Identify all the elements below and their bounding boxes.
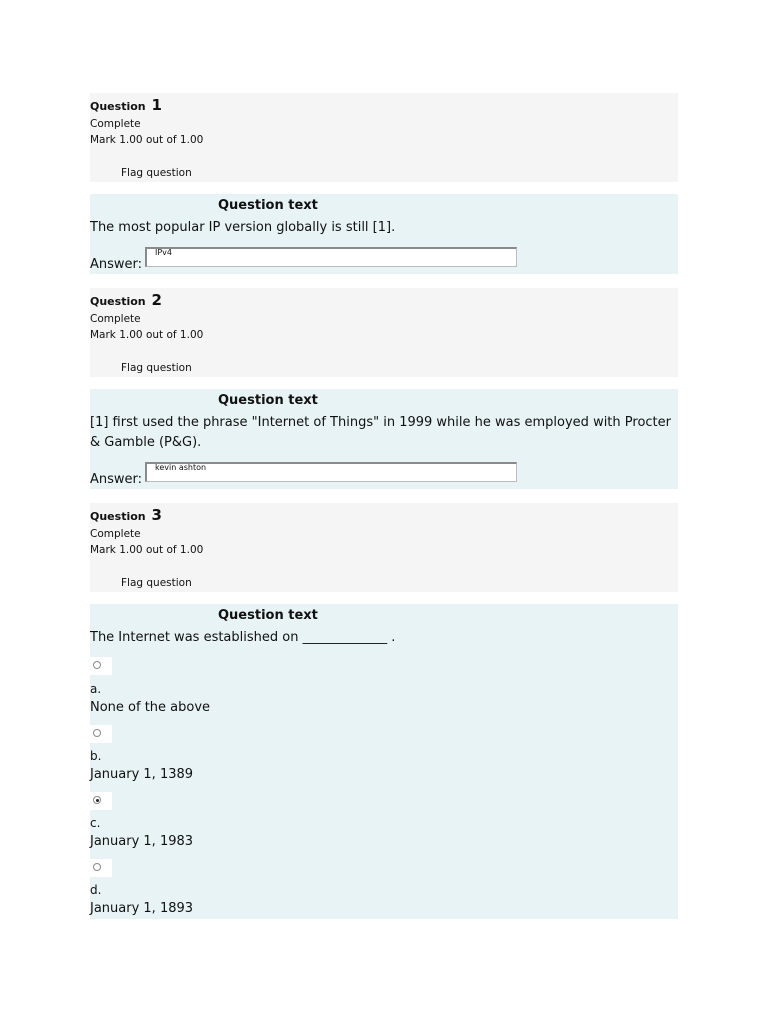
option-a-letter: a. [90,682,102,696]
question-text: [1] first used the phrase "Internet of Things" in 1999 while he was employed with Procter & Gamble (P&G). [90,415,671,450]
question-grade: Mark 1.00 out of 1.00 [90,134,204,146]
option-d-radio[interactable] [90,859,112,877]
question-text-heading: Question text [218,393,318,408]
flag-question-link[interactable]: Flag question [121,577,192,589]
option-d-letter: d. [90,883,102,897]
radio-unchecked-icon [93,661,101,669]
option-c-radio[interactable] [90,792,112,810]
flag-question-link[interactable]: Flag question [121,167,192,179]
option-c-letter: c. [90,816,101,830]
option-d-text: January 1, 1893 [90,901,194,916]
option-a-text: None of the above [90,700,211,715]
answer-input[interactable] [145,462,517,482]
answer-label: Answer: [90,257,143,272]
question-2-info [90,288,678,377]
question-text-heading: Question text [218,608,318,623]
radio-checked-icon [93,796,101,804]
question-3-info [90,503,678,592]
question-grade: Mark 1.00 out of 1.00 [90,329,204,341]
question-grade: Mark 1.00 out of 1.00 [90,544,204,556]
question-number: Question 2 [90,291,162,309]
question-3-content [90,604,678,919]
option-b-text: January 1, 1389 [90,767,194,782]
question-number: Question 3 [90,506,162,524]
question-state: Complete [90,528,141,540]
radio-unchecked-icon [93,729,101,737]
question-2-content [90,389,678,489]
option-a-radio[interactable] [90,657,112,675]
question-text: The most popular IP version globally is still [1]. [90,220,396,235]
answer-input[interactable] [145,247,517,267]
question-1-content [90,194,678,274]
radio-unchecked-icon [93,863,101,871]
question-number: Question 1 [90,96,162,114]
question-1-info [90,93,678,182]
question-state: Complete [90,313,141,325]
quiz-attempt [90,93,678,933]
flag-question-link[interactable]: Flag question [121,362,192,374]
option-b-radio[interactable] [90,725,112,743]
option-b-letter: b. [90,749,102,763]
question-text-heading: Question text [218,198,318,213]
question-text: The Internet was established on _____________ . [90,630,396,645]
option-c-text: January 1, 1983 [90,834,194,849]
answer-label: Answer: [90,472,143,487]
question-state: Complete [90,118,141,130]
